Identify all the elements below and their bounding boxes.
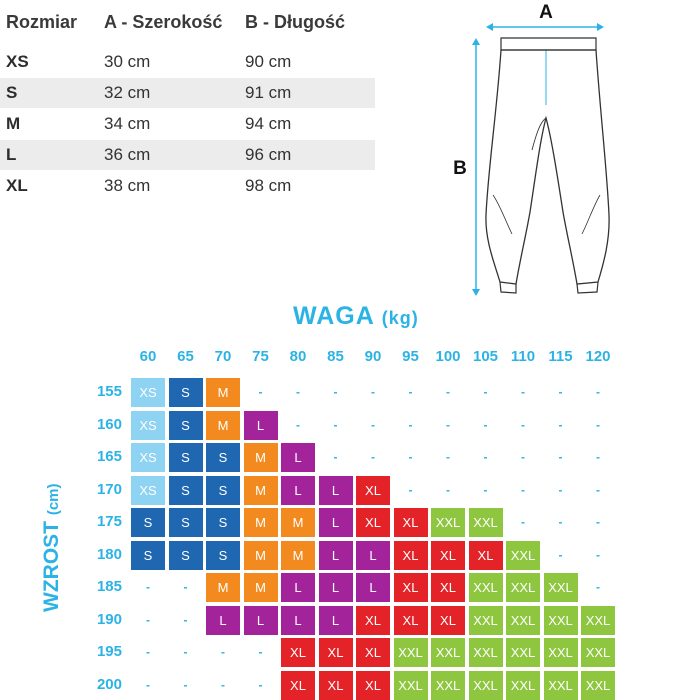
size-cell: XXL <box>581 671 615 700</box>
weight-title-text: WAGA <box>293 302 374 330</box>
size-cell: M <box>244 443 278 472</box>
size-cell: XXL <box>506 606 540 635</box>
size-cell: M <box>206 411 240 440</box>
size-cell: L <box>356 541 390 570</box>
weight-header: 105 <box>472 348 499 365</box>
height-header: 185 <box>96 578 122 595</box>
empty-cell: - <box>558 417 563 432</box>
empty-cell: - <box>258 677 263 692</box>
size-cell: XXL <box>544 671 578 700</box>
size-cell: XS <box>131 378 165 407</box>
height-header: 170 <box>96 480 122 498</box>
size-cell: L <box>244 606 278 635</box>
size-cell: XXL <box>469 638 503 667</box>
size-cell: L <box>206 606 240 635</box>
height-header: 195 <box>96 643 122 660</box>
empty-cell: - <box>558 482 563 497</box>
weight-header: 60 <box>139 348 157 365</box>
size-cell: XXL <box>431 508 465 537</box>
size-cell: XL <box>394 508 428 537</box>
empty-cell: - <box>558 385 563 399</box>
size-cell: S <box>206 443 240 472</box>
size-cell: XXL <box>506 541 540 570</box>
empty-cell: - <box>408 450 413 464</box>
size-cell: L <box>319 476 353 505</box>
length-value: 94 cm <box>245 114 292 133</box>
empty-cell: - <box>408 482 413 497</box>
size-cell: L <box>319 541 353 570</box>
height-header: 165 <box>96 448 122 465</box>
size-cell: XL <box>356 638 390 667</box>
size-row <box>0 109 375 139</box>
empty-cell: - <box>558 515 563 529</box>
size-label: L <box>6 145 17 164</box>
size-cell: XXL <box>544 638 578 667</box>
empty-cell: - <box>333 385 338 399</box>
empty-cell: - <box>296 385 300 399</box>
size-row <box>0 171 375 201</box>
empty-cell: - <box>183 612 188 627</box>
width-value: 36 cm <box>104 145 151 164</box>
empty-cell: - <box>596 450 600 464</box>
size-cell: XXL <box>394 638 428 667</box>
size-cell: S <box>206 508 240 537</box>
empty-cell: - <box>483 482 488 497</box>
weight-unit: (kg) <box>381 308 419 328</box>
size-row <box>0 140 375 170</box>
size-cell: XXL <box>544 606 578 635</box>
size-cell: XXL <box>506 638 540 667</box>
size-cell: XXL <box>469 671 503 700</box>
empty-cell: - <box>446 482 450 497</box>
length-value: 91 cm <box>245 83 292 102</box>
weight-header: 120 <box>585 348 611 365</box>
size-cell: S <box>169 378 203 407</box>
size-cell: XS <box>131 443 165 472</box>
size-label: S <box>6 83 18 102</box>
weight-header: 95 <box>402 348 419 365</box>
size-cell: S <box>131 541 165 570</box>
empty-cell: - <box>596 482 600 497</box>
weight-header: 110 <box>510 348 536 365</box>
empty-cell: - <box>258 645 263 659</box>
width-value: 38 cm <box>104 176 151 195</box>
size-cell: S <box>169 476 203 505</box>
label-b: B <box>453 158 467 179</box>
size-cell: S <box>131 508 165 537</box>
length-value: 98 cm <box>245 176 292 195</box>
empty-cell: - <box>521 385 525 399</box>
empty-cell: - <box>521 515 525 529</box>
empty-cell: - <box>146 677 150 692</box>
size-cell: XS <box>131 411 165 440</box>
empty-cell: - <box>483 385 488 399</box>
size-cell: XXL <box>469 573 503 602</box>
size-cell: M <box>244 541 278 570</box>
header-size: Rozmiar <box>6 12 78 32</box>
weight-header: 75 <box>252 348 269 365</box>
size-cell: XS <box>131 476 165 505</box>
empty-cell: - <box>146 580 150 594</box>
size-cell: L <box>281 443 315 472</box>
empty-cell: - <box>596 547 600 562</box>
size-cell: XL <box>431 606 465 635</box>
width-value: 34 cm <box>104 114 151 133</box>
size-cell: L <box>281 476 315 505</box>
size-cell: XXL <box>581 638 615 667</box>
empty-cell: - <box>596 385 600 399</box>
height-unit: (cm) <box>45 483 62 516</box>
empty-cell: - <box>146 645 150 659</box>
empty-cell: - <box>296 417 300 432</box>
empty-cell: - <box>446 417 450 432</box>
weight-header: 85 <box>327 348 344 365</box>
empty-cell: - <box>371 417 375 432</box>
size-cell: XXL <box>506 573 540 602</box>
size-cell: XXL <box>506 671 540 700</box>
weight-title <box>293 302 419 331</box>
empty-cell: - <box>408 385 413 399</box>
height-header: 180 <box>96 545 122 563</box>
empty-cell: - <box>146 612 150 627</box>
size-cell: M <box>244 573 278 602</box>
size-cell: XL <box>319 638 353 667</box>
empty-cell: - <box>221 677 225 692</box>
size-cell: XL <box>281 638 315 667</box>
pants-diagram <box>440 0 620 300</box>
size-cell: XXL <box>544 573 578 602</box>
size-cell: XL <box>319 671 353 700</box>
height-title-text: WZROST <box>40 521 63 612</box>
size-cell: XL <box>356 671 390 700</box>
size-cell: XXL <box>469 606 503 635</box>
empty-cell: - <box>596 580 600 594</box>
empty-cell: - <box>221 645 225 659</box>
size-row <box>0 78 375 108</box>
empty-cell: - <box>446 385 450 399</box>
size-cell: XL <box>394 606 428 635</box>
size-cell: XL <box>394 573 428 602</box>
empty-cell: - <box>258 385 263 399</box>
size-cell: XL <box>356 508 390 537</box>
size-cell: XL <box>469 541 503 570</box>
width-value: 32 cm <box>104 83 151 102</box>
size-cell: S <box>206 476 240 505</box>
empty-cell: - <box>521 482 525 497</box>
size-cell: M <box>244 508 278 537</box>
size-cell: S <box>169 411 203 440</box>
weight-header: 115 <box>548 348 573 365</box>
empty-cell: - <box>408 417 413 432</box>
size-cell: XL <box>356 476 390 505</box>
size-cell: L <box>281 573 315 602</box>
size-cell: M <box>281 541 315 570</box>
size-cell: XXL <box>581 606 615 635</box>
header-width: A - Szerokość <box>104 12 223 32</box>
header-length: B - Długość <box>245 12 346 32</box>
size-cell: XXL <box>394 671 428 700</box>
size-cell: XL <box>281 671 315 700</box>
empty-cell: - <box>183 677 188 692</box>
empty-cell: - <box>183 580 188 594</box>
size-cell: M <box>281 508 315 537</box>
height-header: 155 <box>96 383 122 400</box>
height-header: 160 <box>96 415 122 433</box>
size-cell: XL <box>394 541 428 570</box>
width-value: 30 cm <box>104 52 151 71</box>
size-cell: L <box>319 508 353 537</box>
height-header: 200 <box>96 675 122 693</box>
empty-cell: - <box>558 450 563 464</box>
size-cell: XL <box>431 573 465 602</box>
size-cell: S <box>206 541 240 570</box>
size-cell: M <box>206 573 240 602</box>
weight-header: 90 <box>364 348 382 365</box>
size-cell: XL <box>356 606 390 635</box>
weight-header: 100 <box>435 348 461 365</box>
empty-cell: - <box>521 450 525 464</box>
height-header: 190 <box>96 610 122 628</box>
size-cell: L <box>319 606 353 635</box>
empty-cell: - <box>183 645 188 659</box>
height-title <box>40 483 64 612</box>
size-cell: M <box>206 378 240 407</box>
empty-cell: - <box>596 515 600 529</box>
empty-cell: - <box>483 417 488 432</box>
weight-header: 70 <box>214 348 232 365</box>
size-cell: XXL <box>431 638 465 667</box>
empty-cell: - <box>446 450 450 464</box>
size-cell: XL <box>431 541 465 570</box>
empty-cell: - <box>333 417 338 432</box>
empty-cell: - <box>483 450 488 464</box>
empty-cell: - <box>371 385 375 399</box>
length-value: 90 cm <box>245 52 292 71</box>
empty-cell: - <box>596 417 600 432</box>
size-cell: S <box>169 541 203 570</box>
length-value: 96 cm <box>245 145 292 164</box>
empty-cell: - <box>521 417 525 432</box>
label-a: A <box>539 2 553 23</box>
size-cell: XXL <box>469 508 503 537</box>
size-cell: S <box>169 443 203 472</box>
weight-header: 65 <box>177 348 194 365</box>
weight-header: 80 <box>289 348 307 365</box>
size-label: XS <box>6 52 29 71</box>
size-label: XL <box>6 176 28 195</box>
empty-cell: - <box>558 547 563 562</box>
size-cell: L <box>356 573 390 602</box>
size-cell: XXL <box>431 671 465 700</box>
size-cell: M <box>244 476 278 505</box>
height-header: 175 <box>96 513 122 530</box>
empty-cell: - <box>333 450 338 464</box>
empty-cell: - <box>371 450 375 464</box>
size-cell: L <box>244 411 278 440</box>
size-cell: L <box>281 606 315 635</box>
size-row <box>0 47 375 77</box>
size-cell: S <box>169 508 203 537</box>
size-cell: L <box>319 573 353 602</box>
size-label: M <box>6 114 21 133</box>
